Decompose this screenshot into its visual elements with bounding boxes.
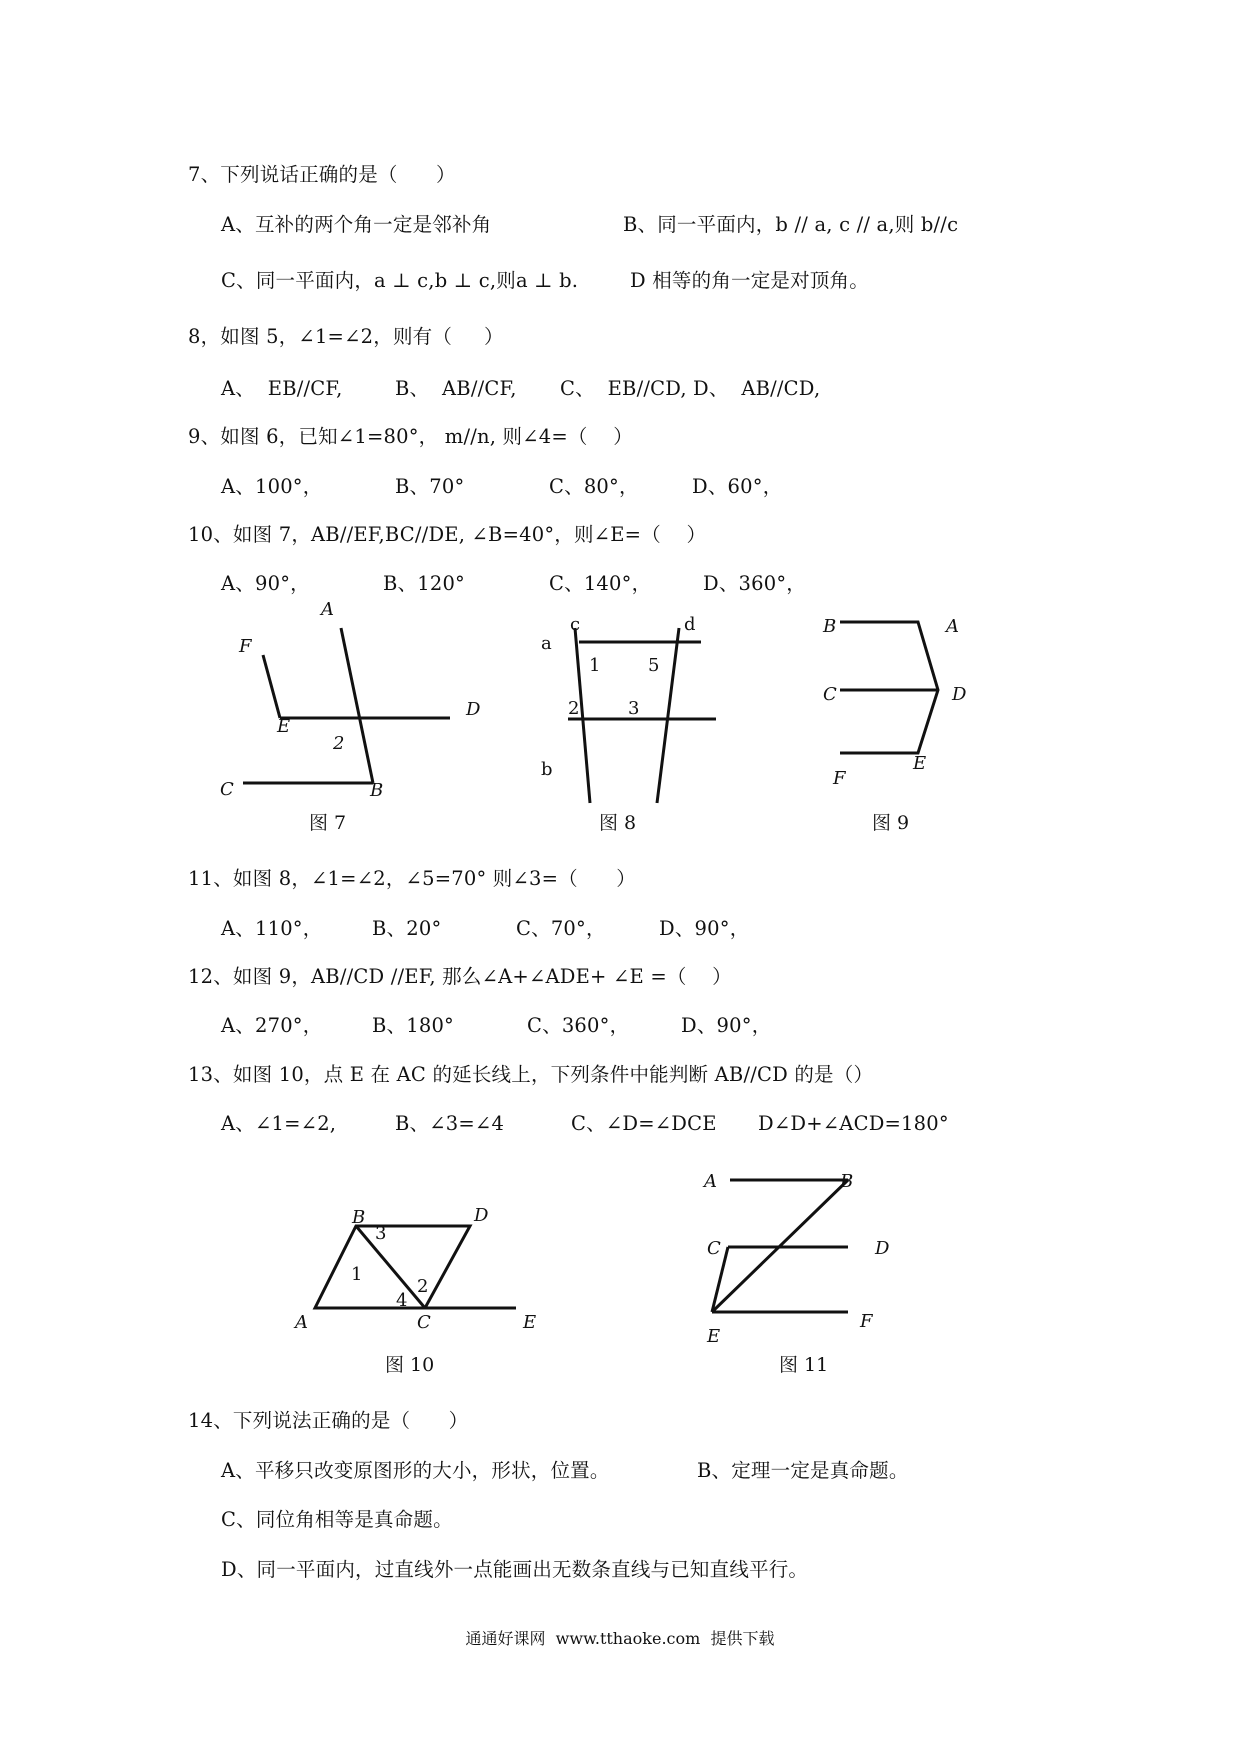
line-d (657, 628, 679, 803)
question-11-stem: 11、如图 8，∠1=∠2，∠5=70° 则∠3=（ ） (188, 867, 636, 890)
label-d: D (474, 1205, 489, 1226)
figure-7 (215, 599, 481, 824)
question-8-option-d: D、 AB//CD, (693, 377, 821, 400)
label-angle-2: 2 (333, 733, 345, 754)
label-angle-5: 5 (648, 655, 660, 676)
question-10-option-c: C、140°， (549, 572, 652, 595)
label-a: A (295, 1312, 308, 1333)
question-9-option-d: D、60°， (692, 475, 783, 498)
question-8-option-b: B、 AB//CF, (395, 377, 517, 400)
figure-11 (700, 1162, 920, 1366)
question-11-option-a: A、110°， (221, 917, 323, 940)
question-8-option-a: A、 EB//CF, (221, 377, 343, 400)
label-angle-2: 2 (568, 698, 580, 719)
label-f: F (833, 768, 846, 789)
question-11-option-d: D、90°， (659, 917, 750, 940)
label-d: D (466, 699, 481, 720)
label-c: C (823, 684, 837, 705)
question-14-option-c: C、同位角相等是真命题。 (221, 1508, 453, 1531)
label-d: D (952, 684, 967, 705)
figure-11-caption: 图 11 (779, 1354, 829, 1376)
label-b: B (840, 1171, 854, 1192)
question-7-option-a: A、互补的两个角一定是邻补角 (221, 213, 492, 236)
question-13-option-b: B、∠3=∠4 (395, 1112, 505, 1135)
label-c: C (220, 779, 234, 800)
question-7-stem: 7、下列说话正确的是（ ） (188, 163, 456, 186)
question-7-option-d: D 相等的角一定是对顶角。 (630, 269, 869, 292)
figure-9-caption: 图 9 (872, 812, 910, 834)
label-a: A (321, 599, 334, 620)
label-a: A (946, 616, 959, 637)
label-line-d: d (684, 614, 696, 635)
label-e: E (913, 753, 927, 774)
question-14-option-d: D、同一平面内，过直线外一点能画出无数条直线与已知直线平行。 (221, 1558, 809, 1581)
question-12-option-c: C、360°， (527, 1014, 630, 1037)
question-10-option-b: B、120° (383, 572, 465, 595)
question-12-option-b: B、180° (372, 1014, 454, 1037)
question-8-stem: 8，如图 5，∠1=∠2，则有（ ） (188, 325, 504, 348)
figure-10-caption: 图 10 (385, 1354, 435, 1376)
question-7-option-c: C、同一平面内，a ⊥ c,b ⊥ c,则a ⊥ b. (221, 269, 579, 292)
label-angle-1: 1 (589, 655, 601, 676)
question-12-stem: 12、如图 9，AB//CD //EF, 那么∠A+∠ADE+ ∠E =（ ） (188, 965, 732, 988)
question-14-stem: 14、下列说法正确的是（ ） (188, 1409, 469, 1432)
label-a: A (704, 1171, 717, 1192)
question-9-option-b: B、70° (395, 475, 465, 498)
segment-ab (341, 628, 373, 783)
question-9-option-c: C、80°， (549, 475, 639, 498)
question-10-option-d: D、360°， (703, 572, 807, 595)
polyline-bade (840, 622, 938, 753)
question-13-option-d: D∠D+∠ACD=180° (758, 1112, 949, 1135)
figure-8-caption: 图 8 (599, 812, 637, 834)
label-e: E (523, 1312, 537, 1333)
question-9-stem: 9、如图 6，已知∠1=80°， m//n, 则∠4=（ ） (188, 425, 633, 448)
label-angle-3: 3 (628, 698, 640, 719)
label-d: D (875, 1238, 890, 1259)
question-13-option-c: C、∠D=∠DCE (571, 1112, 717, 1135)
question-10-stem: 10、如图 7，AB//EF,BC//DE, ∠B=40°，则∠E=（ ） (188, 523, 707, 546)
figure-10 (290, 1195, 550, 1339)
label-b: B (823, 616, 837, 637)
label-angle-2: 2 (417, 1276, 429, 1297)
diagonal-bc (356, 1226, 425, 1308)
page-footer: 通通好课网 www.tthaoke.com 提供下载 (465, 1629, 775, 1648)
question-12-option-d: D、90°， (681, 1014, 772, 1037)
label-line-c: c (570, 614, 581, 635)
label-angle-3: 3 (375, 1223, 387, 1244)
parallelogram-abdc (315, 1226, 470, 1308)
figure-8 (535, 615, 735, 814)
question-14-option-b: B、定理一定是真命题。 (697, 1459, 909, 1482)
label-line-b: b (541, 759, 553, 780)
question-7-option-b: B、同一平面内，b // a, c // a,则 b//c (623, 213, 959, 236)
question-12-option-a: A、270°， (221, 1014, 323, 1037)
label-angle-4: 4 (396, 1290, 408, 1311)
question-13-option-a: A、∠1=∠2, (221, 1112, 337, 1135)
question-9-option-a: A、100°， (221, 475, 323, 498)
label-e: E (707, 1326, 721, 1347)
label-b: B (370, 780, 384, 801)
label-b: B (352, 1207, 366, 1228)
question-11-option-b: B、20° (372, 917, 442, 940)
question-11-option-c: C、70°， (516, 917, 606, 940)
question-8-option-c: C、 EB//CD, (560, 377, 687, 400)
label-f: F (860, 1311, 873, 1332)
label-line-a: a (541, 633, 552, 654)
figure-9 (815, 612, 975, 796)
question-14-option-a: A、平移只改变原图形的大小，形状，位置。 (221, 1459, 610, 1482)
question-13-stem: 13、如图 10，点 E 在 AC 的延长线上，下列条件中能判断 AB//CD 的是（） (188, 1063, 874, 1086)
label-angle-1: 1 (351, 1264, 363, 1285)
question-10-option-a: A、90°， (221, 572, 310, 595)
label-c: C (707, 1238, 721, 1259)
figure-7-caption: 图 7 (309, 812, 347, 834)
segment-fe (263, 655, 280, 718)
label-f: F (239, 636, 252, 657)
label-e: E (277, 716, 291, 737)
label-c: C (417, 1312, 431, 1333)
